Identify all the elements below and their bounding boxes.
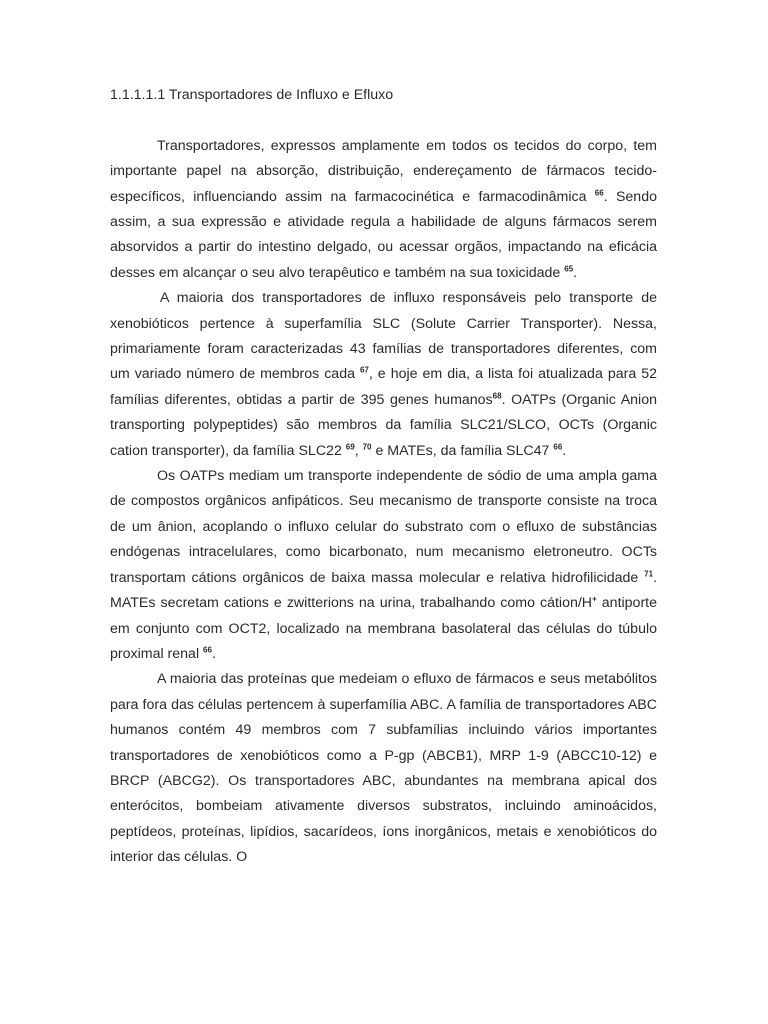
citation-superscript: 66: [594, 187, 604, 197]
citation-superscript: 71: [644, 568, 654, 578]
citation-superscript: 70: [362, 441, 372, 451]
paragraph: [110, 464, 657, 667]
citation-superscript: 66: [203, 645, 212, 655]
text-run: . Sendo assim, a sua expressão e atividade regula a habilidade de alguns fármacos serem absorvidos a partir do intestino delgado, ou acessar orgãos, impactando na eficácia desses em alcançar o seu alvo terapêutico e também na sua toxicidade: [110, 188, 657, 281]
text-run: ,: [354, 442, 363, 459]
text-run: .: [562, 442, 567, 459]
text-run: antiporte em conjunto com OCT2, localizado na membrana basolateral das células do túbulo proximal renal: [110, 595, 657, 662]
text-run: Os OATPs mediam um transporte independente de sódio de uma ampla gama de compostos orgânicos anfipáticos. Seu mecanismo de transporte consiste na troca de um ânion, acoplando o influxo celular do substrato com o efluxo de substâncias endógenas intracelulares, como bicarbonato, num mecanismo eletroneutro. OCTs transportam cátions orgânicos de baixa massa molecular e relativa hidrofilicidade: [110, 468, 657, 586]
text-run: A maioria dos transportadores de influxo responsáveis pelo transporte de xenobióticos pertence à superfamília SLC (Solute Carrier Transporter). Nessa, primariamente foram caracterizadas 43 famílias de transportadores diferentes, com um variado número de membros cada: [110, 290, 657, 383]
citation-superscript: +: [592, 594, 597, 604]
document-body: [110, 83, 657, 871]
text-run: Transportadores, expressos amplamente em todos os tecidos do corpo, tem importante papel na absorção, distribuição, endereçamento de fármacos tecido-específicos, influenciando assim na farmacocinética e farmacodinâmica: [110, 137, 657, 205]
text-run: .: [573, 264, 578, 281]
text-run: .: [211, 645, 216, 662]
citation-superscript: 65: [564, 264, 574, 274]
citation-superscript: 69: [345, 441, 355, 451]
text-run: , e hoje em dia, a lista foi atualizada para 52 famílias diferentes, obtidas a partir de 395 genes humanos: [110, 366, 657, 408]
text-run: e MATEs, da família SLC47: [371, 442, 554, 459]
text-run: . MATEs secretam cations e zwitterions na urina, trabalhando como cátion/H: [110, 569, 657, 612]
text-run: . OATPs (Organic Anion transporting polypeptides) são membros da família SLC21/SLCO, OCTs (Organic cation transporter), da família SLC22: [110, 391, 657, 459]
paragraph: [110, 134, 657, 286]
citation-superscript: 67: [359, 365, 369, 375]
section-heading: 1.1.1.1.1 Transportadores de Influxo e Efluxo: [110, 87, 394, 103]
paragraph: [110, 286, 657, 464]
citation-superscript: 68: [492, 391, 502, 401]
paragraph: [110, 667, 657, 870]
text-run: A maioria das proteínas que medeiam o efluxo de fármacos e seus metabólitos para fora das células pertencem à superfamília ABC. A família de transportadores ABC humanos contém 49 membros com 7 subfamílias incluindo vários importantes transportadores de xenobióticos como a P-gp (ABCB1), MRP 1-9 (ABCC10-12) e BRCP (ABCG2). Os transportadores ABC, abundantes na membrana apical dos enterócitos, bombeiam ativamente diversos substratos, incluindo aminoácidos, peptídeos, proteínas, lipídios, sacarídeos, íons inorgânicos, metais e xenobióticos do interior das células. O: [110, 671, 657, 866]
citation-superscript: 66: [553, 441, 563, 451]
